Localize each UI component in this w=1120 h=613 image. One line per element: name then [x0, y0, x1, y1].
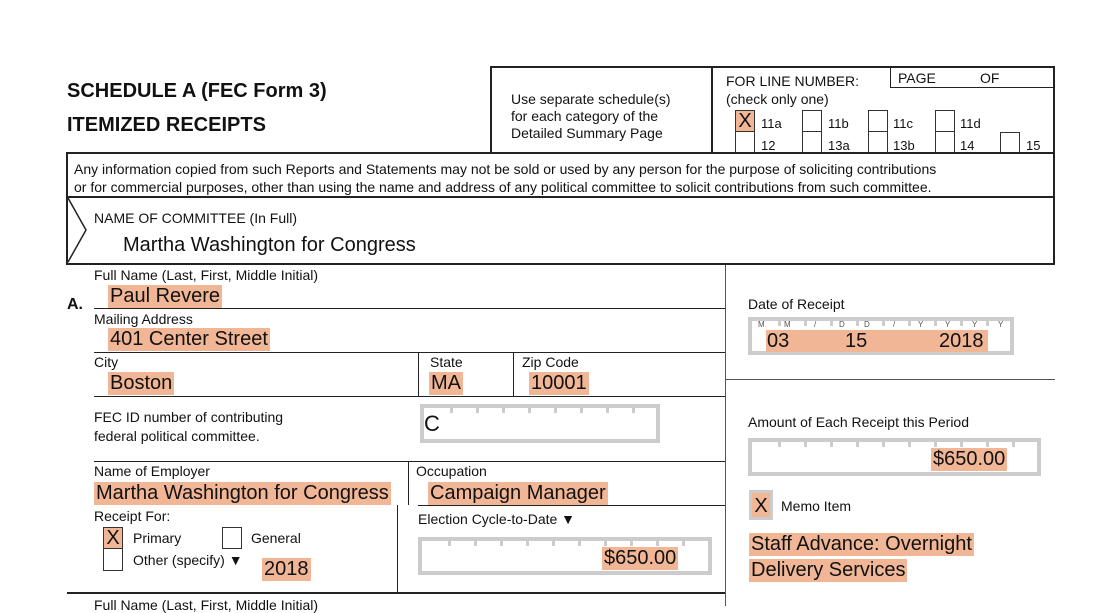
memo-text[interactable]: Delivery Services — [751, 559, 906, 581]
digit-tick — [934, 321, 937, 326]
digit-tick — [960, 321, 963, 326]
digit-tick — [804, 442, 807, 447]
hint: / — [893, 320, 896, 329]
line-label: 13a — [828, 138, 850, 153]
notice-line: Any information copied from such Reports and Statements may not be sold or used by any person for the purpose of soliciting contributions — [74, 161, 937, 177]
memo-checkbox[interactable]: X — [749, 490, 773, 520]
digit-tick — [578, 541, 581, 546]
line-label: 11a — [761, 116, 782, 131]
line-label: 14 — [960, 138, 975, 153]
hint: Y — [972, 320, 978, 329]
rule — [418, 505, 725, 506]
rule — [94, 461, 725, 462]
line-12-checkbox[interactable] — [735, 132, 755, 154]
line-label: 12 — [761, 138, 776, 153]
date-day: 15 — [845, 330, 868, 352]
digit-tick — [856, 442, 859, 447]
digit-tick — [632, 408, 635, 413]
fec-id-label: FEC ID number of contributing — [94, 409, 284, 425]
line-15-checkbox[interactable] — [1000, 132, 1020, 154]
line-11a-checkbox[interactable]: X — [735, 110, 755, 132]
committee-label: NAME OF COMMITTEE (In Full) — [94, 210, 297, 226]
digit-tick — [448, 541, 451, 546]
line-14-checkbox[interactable] — [935, 132, 955, 154]
instr-line: Detailed Summary Page — [511, 125, 663, 141]
line-13b-checkbox[interactable] — [868, 132, 888, 154]
rule — [418, 352, 419, 396]
of-label: OF — [980, 70, 1000, 86]
rule — [726, 379, 1055, 380]
line-label: 13b — [893, 138, 915, 153]
digit-tick — [526, 541, 529, 546]
employer-label: Name of Employer — [94, 463, 210, 479]
primary-label: Primary — [133, 530, 182, 546]
line-label: 11b — [828, 116, 849, 131]
digit-tick — [986, 321, 989, 326]
city-field[interactable]: Boston — [110, 372, 173, 394]
date-month: 03 — [767, 330, 790, 352]
hint: / — [814, 320, 817, 329]
amount-value: $650.00 — [933, 448, 1006, 470]
digit-tick — [908, 442, 911, 447]
divider — [711, 66, 713, 153]
hint: Y — [918, 320, 924, 329]
digit-tick — [450, 408, 453, 413]
digit-tick — [528, 408, 531, 413]
instr-line: Use separate schedule(s) — [511, 91, 671, 107]
state-field[interactable]: MA — [431, 372, 461, 394]
next-full-name-label: Full Name (Last, First, Middle Initial) — [94, 597, 319, 613]
digit-tick — [500, 541, 503, 546]
digit-tick — [580, 408, 583, 413]
digit-tick — [908, 321, 911, 326]
memo-text[interactable]: Staff Advance: Overnight — [751, 533, 972, 555]
digit-tick — [830, 442, 833, 447]
other-field[interactable]: 2018 — [264, 558, 309, 580]
line-label: 15 — [1026, 138, 1041, 153]
digit-tick — [882, 442, 885, 447]
hint: D — [839, 320, 845, 329]
cycle-label: Election Cycle-to-Date ▼ — [418, 511, 576, 527]
full-name-label: Full Name (Last, First, Middle Initial) — [94, 267, 319, 283]
line-number-label: FOR LINE NUMBER: — [726, 73, 860, 89]
city-label: City — [94, 354, 119, 370]
entry-letter: A. — [67, 296, 83, 313]
digit-tick — [856, 321, 859, 326]
amount-label: Amount of Each Receipt this Period — [748, 414, 970, 430]
rule — [513, 352, 514, 396]
rule — [67, 592, 725, 594]
digit-tick — [606, 408, 609, 413]
digit-tick — [656, 541, 659, 546]
notice — [74, 160, 936, 196]
arrow-marker-icon — [66, 196, 90, 264]
other-checkbox[interactable] — [103, 549, 123, 571]
line-13a-checkbox[interactable] — [802, 132, 822, 154]
full-name-field[interactable]: Paul Revere — [110, 285, 221, 307]
digit-tick — [554, 408, 557, 413]
digit-tick — [1012, 442, 1015, 447]
memo-label: Memo Item — [781, 498, 852, 514]
occupation-field[interactable]: Campaign Manager — [430, 482, 606, 504]
fec-id-label: federal political committee. — [94, 428, 260, 444]
digit-tick — [960, 442, 963, 447]
check-note: (check only one) — [726, 91, 829, 107]
rule — [94, 396, 725, 397]
digit-tick — [502, 408, 505, 413]
column-divider — [725, 265, 726, 606]
instructions — [511, 91, 671, 142]
schedule-title: SCHEDULE A (FEC Form 3) — [67, 80, 327, 102]
general-checkbox[interactable] — [222, 527, 242, 549]
line-11d-checkbox[interactable] — [935, 110, 955, 132]
digit-tick — [830, 321, 833, 326]
line-label: 11d — [960, 116, 981, 131]
digit-tick — [682, 541, 685, 546]
line-11c-checkbox[interactable] — [868, 110, 888, 132]
schedule-subtitle: ITEMIZED RECEIPTS — [67, 114, 266, 136]
date-label: Date of Receipt — [748, 296, 845, 312]
digit-tick — [630, 541, 633, 546]
digit-tick — [778, 442, 781, 447]
digit-tick — [476, 408, 479, 413]
fec-prefix: C — [424, 411, 440, 436]
digit-tick — [552, 541, 555, 546]
line-11b-checkbox[interactable] — [802, 110, 822, 132]
state-label: State — [430, 354, 463, 370]
primary-checkbox[interactable]: X — [103, 527, 123, 549]
employer-field[interactable]: Martha Washington for Congress — [96, 482, 389, 504]
digit-tick — [474, 541, 477, 546]
hint: Y — [998, 320, 1004, 329]
line-label: 11c — [893, 116, 913, 131]
occupation-label: Occupation — [416, 463, 487, 479]
other-label: Other (specify) ▼ — [133, 552, 243, 568]
cycle-amount: $650.00 — [604, 547, 677, 569]
rule — [397, 505, 398, 593]
hint: M — [784, 320, 791, 329]
hint: Y — [945, 320, 951, 329]
digit-tick — [778, 321, 781, 326]
digit-tick — [882, 321, 885, 326]
instr-line: for each category of the — [511, 108, 659, 124]
date-year: 2018 — [939, 330, 984, 352]
digit-tick — [604, 541, 607, 546]
receipt-for-label: Receipt For: — [94, 508, 171, 524]
address-field[interactable]: 401 Center Street — [110, 328, 268, 350]
fec-id-field[interactable] — [420, 404, 660, 443]
digit-tick — [804, 321, 807, 326]
rule — [408, 461, 409, 505]
general-label: General — [251, 530, 301, 546]
address-label: Mailing Address — [94, 311, 193, 327]
zip-label: Zip Code — [522, 354, 579, 370]
digit-tick — [986, 442, 989, 447]
hint: M — [758, 320, 765, 329]
page-label: PAGE — [898, 70, 936, 86]
notice-line: or for commercial purposes, other than using the name and address of any political committee to solicit contributions from such committee. — [74, 179, 932, 195]
rule — [94, 308, 725, 309]
rule — [94, 352, 725, 353]
hint: D — [864, 320, 870, 329]
committee-name: Martha Washington for Congress — [123, 234, 416, 256]
digit-tick — [934, 442, 937, 447]
zip-field[interactable]: 10001 — [531, 372, 587, 394]
